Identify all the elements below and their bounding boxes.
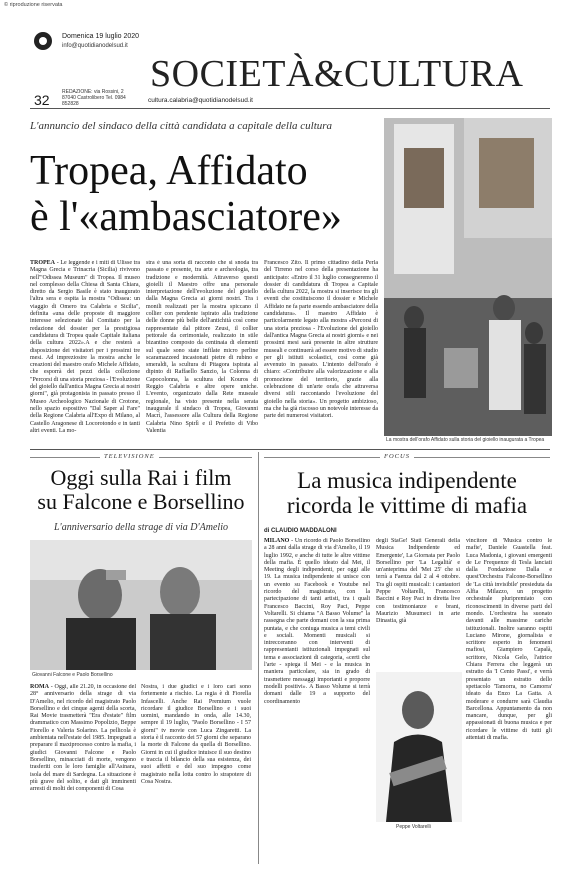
exhibition-photo-illustration [384, 118, 552, 436]
main-article-column-1 [30, 260, 140, 440]
section-title: SOCIETÀ&CULTURA [150, 53, 524, 95]
exhibition-photo [384, 118, 552, 436]
tv-headline-line-1: Oggi sulla Rai i film [50, 465, 232, 490]
tv-headline-line-2: su Falcone e Borsellino [37, 489, 245, 514]
main-article-text-1: - Le leggende e i miti di Ulisse tra Magna Grecia e Trinacria (Sicilia) rivivono nell'"Odissea Museum" di Tropea. Il museo nel complesso della Chiesa di Santa Chiara, diretto da Sergio Basile è stato inaugurato l'altra sera e ospita la mostra "Odissea: un viaggio di Omero tra Calabria e Sicilia", definita «una delle proposte di maggiore interesse selezionate dal Comitato per la redazione del dossier per la prestigiosa candidatura di Tropea quale Capitale italiana della cultura 2022».A e che resterà a disposizione dei visitatori per i prossimi tre mesi. Ad impreziosire la mostra anche le creazioni del maestro orafo Michele Affidato, che esporrà dei pezzi della collezione "Percorsi di una storia preziosa - l'Evoluzione del gioiello dall'antica Magna Grecia ai nostri giorni", già protagonista in passato presso il Museo Archeologico Nazionale di Crotone, nello spazio espositivo "Dal Saper al Fare" della Regione Calabria all'Expo di Milano, al Castello Aragonese di Locorotondo e in tanti altri eventi. La mo- [30, 260, 140, 434]
column-divider [258, 452, 259, 864]
copyright-notice: © riproduzione riservata [4, 2, 63, 8]
main-headline-line-1: Tropea, Affidato [30, 148, 308, 194]
main-article-column-2 [146, 260, 258, 440]
tv-article-headline [30, 466, 252, 514]
issue-date: Domenica 19 luglio 2020 [62, 33, 140, 40]
voltarelli-illustration [376, 672, 462, 822]
newspaper-logo-icon [34, 32, 52, 50]
focus-section-label: FOCUS [380, 453, 414, 460]
mid-page-divider [30, 449, 550, 450]
focus-article-headline [264, 468, 550, 518]
header-divider [30, 108, 550, 109]
newsroom-address: REDAZIONE: via Rossini, 2 87040 Castrolibero Tel. 0984 852828 [62, 89, 126, 107]
tv-article-subhead: L'anniversario della strage di via D'Amelio [54, 522, 228, 533]
focus-headline-line-1: La musica indipendente [297, 468, 517, 493]
falcone-borsellino-illustration [30, 540, 252, 670]
focus-article-dateline: MILANO [264, 538, 290, 544]
focus-article-byline: di CLAUDIO MADDALONI [264, 528, 337, 534]
main-headline-line-2: è l'«ambasciatore» [30, 194, 342, 240]
focus-article-text-2: degli StaGe! Stati Generali della Musica Indipendente ed Emergente', La Giornata per Paolo Borsellino per 'La Legalità' e un'anteprima del 'Mei 25' che si terrà a Faenza dal 2 al 4 ottobre. Tra gli ospiti musicali: i cantautori Peppe Voltarelli, Francesco Baccini e Roy Paci in diretta live con testimonianze e brani, Maurizio Musumeci in arte Dinastia, già [376, 538, 460, 625]
header-email[interactable]: info@quotidianodelsud.it [62, 43, 128, 49]
main-article-text-3: Francesco Zito. Il primo cittadino della Perla del Tirreno nel corso della presentazione ha anticipato: «Entro il 31 luglio consegneremo il dossier di candidatura di Tropea a Capitale della cultura 2022, la mostra si inserisce tra gli eventi che costituiscono il dossier e Michele Affidato ne fa parte essendo ambasciatore della candidatura». Il maestro Affidato è particolarmente legato alla mostra «Percorsi di una storia preziosa - l'Evoluzione del gioiello dall'antica Magna Grecia ai nostri giorni» e nei prossimi mesi sarà presente in altre strutture museali e continuerà ad essere motivo di studio per gli istituti scolastici, così come già avvenuto in passato. L'intento dell'orafo è chiaro: «Contribuire alla valorizzazione e alla promozione del territorio, grazie alla celebrazione di un'arte orafa che attraversa diversi stili raccontando l'evoluzione del gioiello nella storia». Un progetto ambizioso, ma che ha già riscosso un notevole interesse da parte dei numerosi visitatori. [264, 260, 378, 420]
tv-section-label: TELEVISIONE [100, 453, 159, 460]
main-article-text-2: stra è una sorta di racconto che si snoda tra passato e presente, tra arte e archeologia, tra tradizione e modernità. Attraverso questi gioielli il Maestro offre una personale interpretazione dell'evoluzione del gioiello dalla Magna Grecia ai giorni nostri. Tra i monili realizzati per la mostra spiccano il collier con pendente ispirato alla tradizione delle donne più belle dell'antichità così come rappresentate dal pittore Zeusi, il collier pettorale da cerimoniale, realizzato in stile bizantino composto da centinaia di elementi sul quale sono state infilate micro perline scaramazzeed incastonati pietre di rubino e smeraldi, la scultura di Pitagora ispirata al dipinto di Raffaello Sanzio, la Colonna di Capocolonna, la scultura del Kouros di Reggio Calabria e altre opere uniche. L'evento, organizzato dalla Rete museale regionale, ha visto presente nella serata inaugurale il sindaco di Tropea, Giovanni Macrì, l'assessore alla Cultura della Regione Calabria Nino Spirlì e il Prefetto di Vibo Valentia [146, 260, 258, 434]
focus-headline-line-2: ricorda le vittime di mafia [286, 493, 528, 518]
tv-photo-caption: Giovanni Falcone e Paolo Borsellino [32, 672, 113, 678]
focus-article-column-1 [264, 538, 370, 868]
tv-article-column-2 [141, 684, 251, 864]
focus-article-text-3: vincitore di 'Musica contro le mafie', Daniele Guastella feat. Luca Madonia, i giovani emergenti de Le Frequenze di Tesla lanciati dalla Fondazione Dalla e quest'Orchestra Falcone-Borsellino de 'La città invisibile' presieduta da Alfia Milazzo, un progetto orchestrale pluripremiato con riconoscimenti in diverse parti del mondo. L'orchestra ha suonato davanti alle massime cariche istituzionali. Inoltre saranno ospiti Luciano Mirone, giornalista e scrittore esperto in fenomeni mafiosi, Giampiero Capalà, scrittore, Nicola Gelo, l'attrice Chiara Ferrera che leggerà un estratto da 'I Cento Passi', e verrà presentato un estratto dello spettacolo 'Tamorra, no Camorra' ideato da Enzo La Gatta. A moderare e condurre sarà Claudia Barcellona. Appuntamento da non mancare, dunque, per gli appassionati di buona musica e per ricordare le vittime di tutti gli attentati di mafia. [466, 538, 552, 742]
main-article-dateline: TROPEA [30, 260, 56, 266]
main-article-column-3 [264, 260, 378, 440]
focus-article-column-3 [466, 538, 552, 868]
page-number: 32 [34, 92, 50, 108]
voltarelli-photo-caption: Peppe Voltarelli [396, 824, 431, 830]
exhibition-photo-caption: La mostra dell'orafo Affidato sulla storia del gioiello inaugurata a Tropea [386, 437, 545, 443]
section-email[interactable]: cultura.calabria@quotidianodelsud.it [148, 97, 253, 104]
voltarelli-photo [376, 672, 462, 822]
tv-article-column-1 [30, 684, 136, 864]
main-article-kicker: L'annuncio del sindaco della città candidata a capitale della cultura [30, 120, 333, 132]
main-article-headline [30, 148, 380, 240]
focus-article-column-2 [376, 538, 460, 673]
tv-article-text-1: - Oggi, alle 21.20, in occasione del 28° anniversario della strage di via D'Amelio, nel ricordo del magistrato Paolo Borsellino e dei cinque agenti della scorta, Rai Movie trasmetterà "Era d'estate" film drammatico con Massimo Popolizio, Beppe Fiorello e Valeria Solarino. La pellicola è ambientata nell'estate del 1985. Impegnati a preparare il maxiprocesso contro la mafia, i giudici Giovanni Falcone e Paolo Borsellino, minacciati di morte, vengono trasferiti con le loro famiglie all'Asinara, isola del mare di Sardegna. La situazione è più grave del solito, e dati gli imminenti arresti di molti dei componenti di Cosa [30, 684, 136, 793]
tv-article-text-2: Nostra, i due giudici e i loro cari sono fortemente a rischio. La regia è di Fiorella Infascelli. Anche Rai Premium vuole ricordare il giudice Borsellino e i suoi uomini, mandando in onda, alle 14.30, sempre il 19 luglio, "Paolo Borsellino - I 57 giorni" tv movie con Luca Zingaretti. La storia è il racconto dei 57 giorni che separano la morte di Falcone da quella di Borsellino. Giorni in cui il giudice intuisce il suo destino e traccia il bilancio della sua esistenza, dei suoi affetti e del suo impegno come magistrato nella lotta contro lo strapotere di Cosa Nostra. [141, 684, 251, 785]
focus-article-text-1: - Un ricordo di Paolo Borsellino a 28 anni dalla strage di via d'Amelio, il 19 luglio 1992, e anche di tutte le altre vittime della mafia. È quello ideato dal Mei, il Meeting degli indipendenti, per oggi alle 19. La musica indipendente si unisce con un evento su Facebook e Youtube nel ricordo del magistrato, con la partecipazione di tanti artisti, tra i quali Francesco Baccini, Roy Paci, Peppe Voltarelli. Si chiama "A Basso Volume" la rassegna che parte domani con la sua prima puntata, e che coniuga musica a temi civili e sociali. Momenti musicali si intrecceranno con interventi di rappresentanti istituzionali impegnati sul tema e associazioni di categoria, «certi che l'arte - spiega il Mei - e la musica in maniera particolare, sia in grado di trasmettere messaggi importanti e proporre modelli positivi». A Basso Volume si terrà domani dalle 19 a supporto del coordinamento [264, 538, 370, 705]
tv-article-dateline: ROMA [30, 684, 49, 690]
falcone-borsellino-photo [30, 540, 252, 670]
